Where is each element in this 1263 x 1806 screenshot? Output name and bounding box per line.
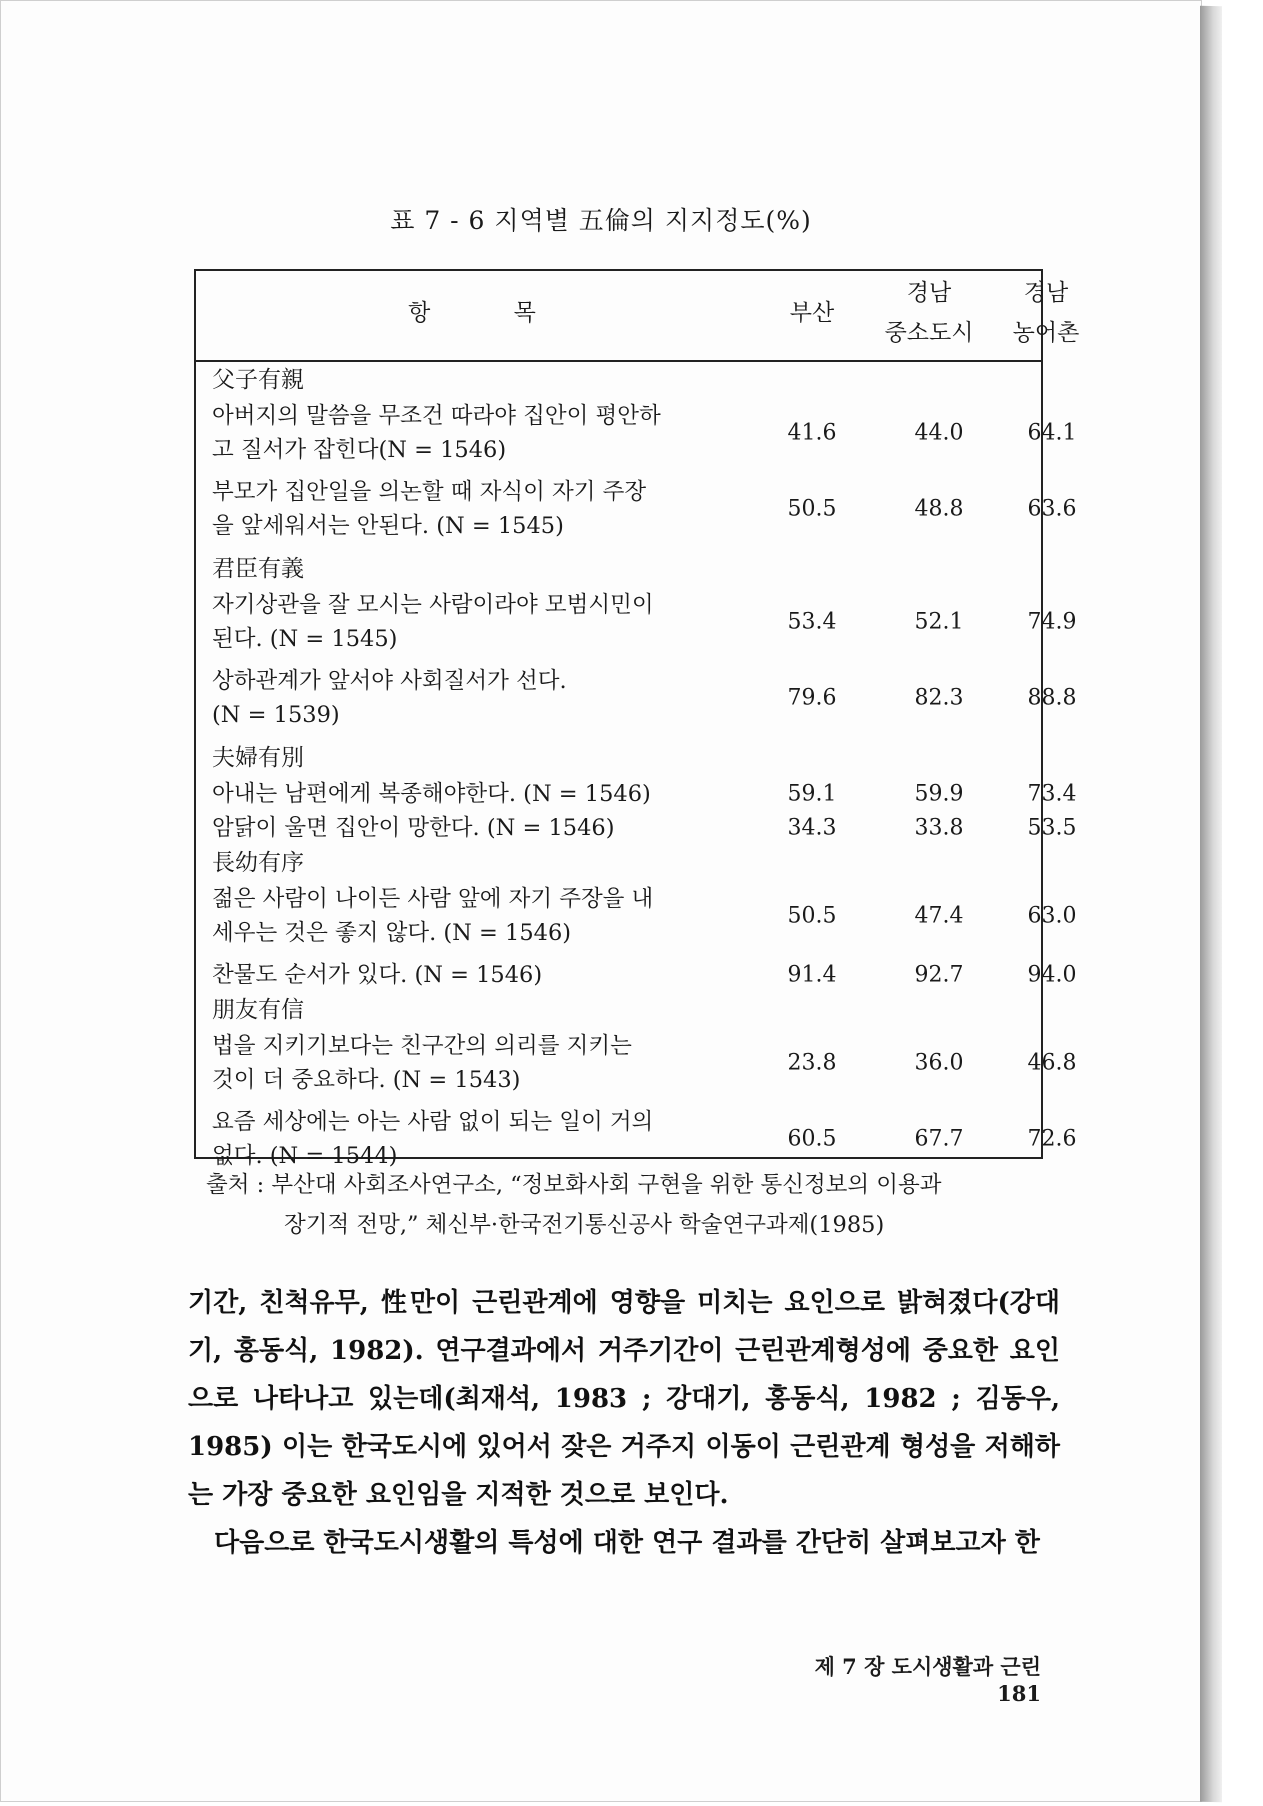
row-text-line2: 된다. (N = 1545)	[212, 626, 398, 652]
table-row	[196, 882, 1077, 950]
value-busan: 34.3	[787, 815, 837, 841]
value-gyeongnam-city: 47.4	[914, 903, 964, 929]
row-text-line1: 아버지의 말씀을 무조건 따라야 집안이 평안하	[212, 403, 661, 429]
value-gyeongnam-city: 92.7	[914, 962, 964, 988]
row-text	[196, 811, 722, 845]
value-gyeongnam-city: 59.9	[914, 781, 964, 807]
category-label: 朋友有信	[212, 997, 304, 1023]
value-gyeongnam-rural: 72.6	[1027, 1126, 1077, 1152]
header-gyeongnam-city	[868, 273, 990, 353]
value-busan: 59.1	[787, 781, 837, 807]
row-text-line2: 을 앞세워서는 안된다. (N = 1545)	[212, 513, 564, 539]
header-gyeongnam-rural	[990, 273, 1102, 353]
body-text	[188, 1279, 1060, 1567]
value-busan: 50.5	[787, 496, 837, 522]
value-busan: 79.6	[787, 685, 837, 711]
page-footer	[771, 1651, 1041, 1706]
table-row	[196, 811, 1077, 845]
row-text-line1: 자기상관을 잘 모시는 사람이라야 모범시민이	[212, 592, 654, 618]
row-text-line1: 찬물도 순서가 있다. (N = 1546)	[212, 962, 543, 988]
source-line2: 장기적 전망,” 체신부·한국전기통신공사 학술연구과제(1985)	[284, 1212, 885, 1238]
header-gyeongnam-rural-line1: 경남	[1023, 280, 1069, 306]
header-gyeongnam-rural-line2: 농어촌	[1012, 320, 1080, 346]
value-gyeongnam-city: 82.3	[914, 685, 964, 711]
table-row	[196, 475, 1077, 543]
row-text	[196, 1105, 722, 1173]
value-gyeongnam-city: 48.8	[914, 496, 964, 522]
footer-chapter: 제 7 장 도시생활과 근린	[814, 1654, 1041, 1679]
value-gyeongnam-rural: 53.5	[1027, 815, 1077, 841]
row-text	[196, 958, 722, 992]
source-line1: 출처 : 부산대 사회조사연구소, “정보화사회 구현을 위한 통신정보의 이용과	[206, 1172, 942, 1198]
row-text-line2: 것이 더 중요하다. (N = 1543)	[212, 1067, 521, 1093]
row-text	[196, 1029, 722, 1097]
value-gyeongnam-rural: 73.4	[1027, 781, 1077, 807]
category-label: 父子有親	[212, 367, 304, 393]
table-row	[196, 588, 1077, 656]
header-gyeongnam-city-line1: 경남	[906, 280, 952, 306]
table-row	[196, 777, 1077, 811]
row-text-line2: (N = 1539)	[212, 702, 340, 728]
value-busan: 50.5	[787, 903, 837, 929]
table-source	[206, 1165, 1066, 1245]
body-paragraph-1: 기간, 친척유무, 性만이 근린관계에 영향을 미치는 요인으로 밝혀졌다(강대기, 홍동식, 1982). 연구결과에서 거주기간이 근린관계형성에 중요한 요인으로 나타나고 있는데(최재석, 1983 ; 강대기, 홍동식, 1982 ; 김동우, 1985) 이는 한국도시에 있어서 잦은 거주지 이동이 근린관계 형성을 저해하는 가장 중요한 요인임을 지적한 것으로 보인다.	[188, 1288, 1060, 1510]
row-text	[196, 588, 722, 656]
value-gyeongnam-rural: 94.0	[1027, 962, 1077, 988]
value-gyeongnam-rural: 88.8	[1027, 685, 1077, 711]
value-gyeongnam-rural: 74.9	[1027, 609, 1077, 635]
row-text	[196, 399, 722, 467]
page-edge	[1200, 6, 1222, 1802]
value-busan: 60.5	[787, 1126, 837, 1152]
value-gyeongnam-rural: 63.6	[1027, 496, 1077, 522]
table-header	[196, 271, 1080, 362]
value-gyeongnam-rural: 64.1	[1027, 420, 1077, 446]
value-busan: 41.6	[787, 420, 837, 446]
row-text-line2: 없다. (N = 1544)	[212, 1143, 398, 1169]
row-text	[196, 777, 722, 811]
table-row	[196, 1029, 1077, 1097]
row-text-line1: 법을 지키기보다는 친구간의 의리를 지키는	[212, 1033, 632, 1059]
body-paragraph-2: 다음으로 한국도시생활의 특성에 대한 연구 결과를 간단히 살펴보고자 한	[214, 1528, 1040, 1558]
row-text-line2: 세우는 것은 좋지 않다. (N = 1546)	[212, 920, 572, 946]
table-row	[196, 958, 1077, 992]
row-text-line1: 젊은 사람이 나이든 사람 앞에 자기 주장을 내	[212, 886, 654, 912]
value-gyeongnam-city: 33.8	[914, 815, 964, 841]
category-label: 夫婦有別	[212, 745, 304, 771]
value-gyeongnam-city: 44.0	[914, 420, 964, 446]
row-text-line2: 고 질서가 잡힌다(N = 1546)	[212, 437, 507, 463]
support-table	[194, 269, 1080, 1169]
category-label: 君臣有義	[212, 556, 304, 582]
header-gyeongnam-city-line2: 중소도시	[884, 320, 974, 346]
row-text-line1: 상하관계가 앞서야 사회질서가 선다.	[212, 668, 567, 694]
value-busan: 53.4	[787, 609, 837, 635]
table-row	[196, 1105, 1077, 1173]
value-busan: 91.4	[787, 962, 837, 988]
table-body	[196, 362, 1077, 1173]
row-text-line1: 아내는 남편에게 복종해야한다. (N = 1546)	[212, 781, 651, 807]
header-item: 항 목	[408, 300, 536, 326]
value-busan: 23.8	[787, 1050, 837, 1076]
value-gyeongnam-city: 52.1	[914, 609, 964, 635]
header-busan: 부산	[789, 300, 835, 326]
table-row	[196, 399, 1077, 467]
row-text	[196, 882, 722, 950]
value-gyeongnam-city: 67.7	[914, 1126, 964, 1152]
table-title: 표 7 - 6 지역별 五倫의 지지정도(%)	[390, 206, 812, 235]
value-gyeongnam-rural: 46.8	[1027, 1050, 1077, 1076]
row-text	[196, 664, 722, 732]
page-number: 181	[997, 1681, 1041, 1706]
value-gyeongnam-city: 36.0	[914, 1050, 964, 1076]
value-gyeongnam-rural: 63.0	[1027, 903, 1077, 929]
category-label: 長幼有序	[212, 850, 304, 876]
table-row	[196, 664, 1077, 732]
row-text	[196, 475, 722, 543]
row-text-line1: 암닭이 울면 집안이 망한다. (N = 1546)	[212, 815, 615, 841]
row-text-line1: 요즘 세상에는 아는 사람 없이 되는 일이 거의	[212, 1109, 654, 1135]
row-text-line1: 부모가 집안일을 의논할 때 자식이 자기 주장	[212, 479, 647, 505]
